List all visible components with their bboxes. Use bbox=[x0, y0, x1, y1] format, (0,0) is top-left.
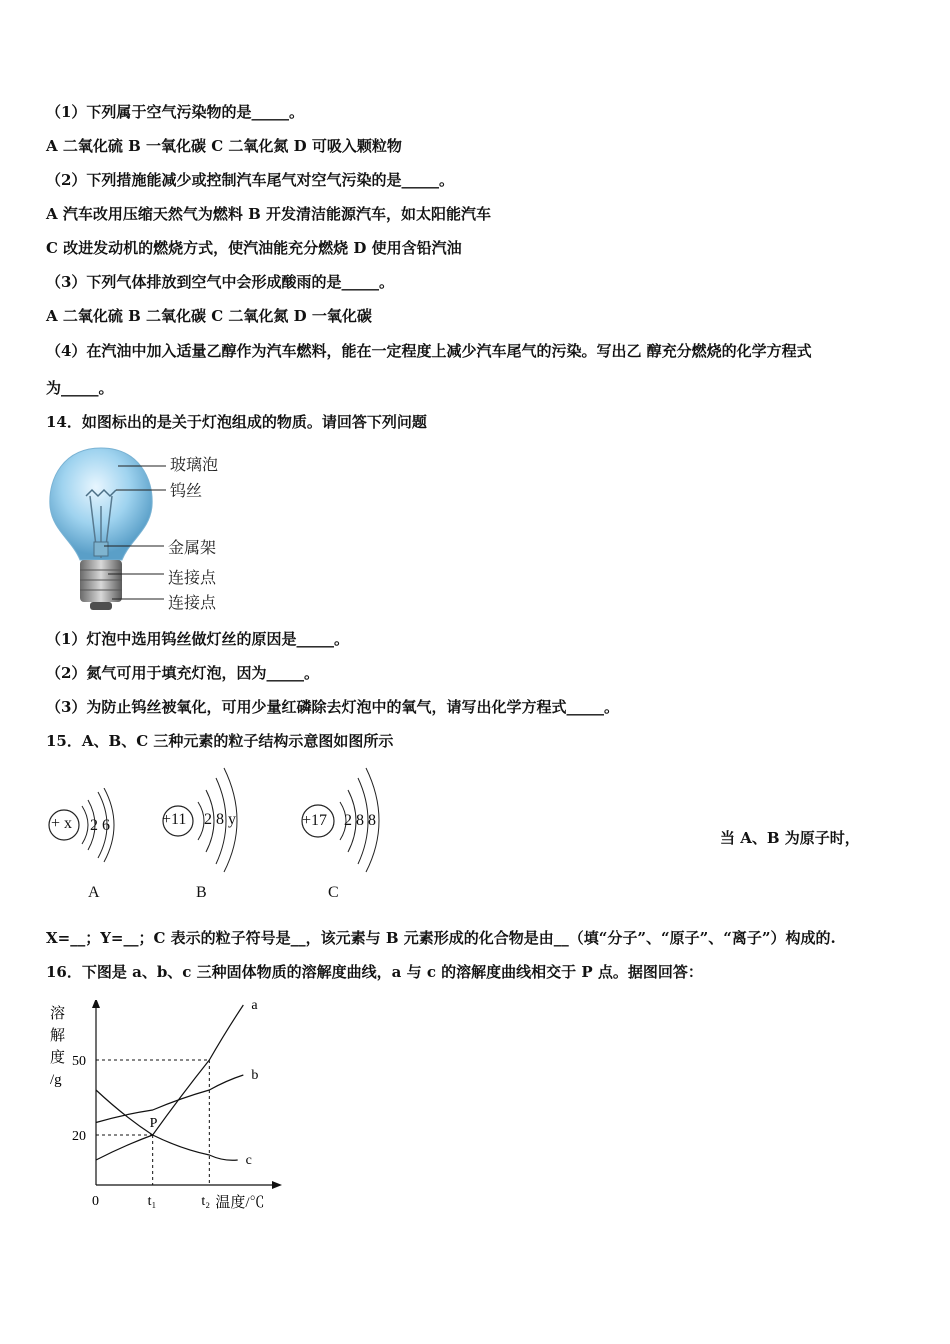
q15-question: X=__；Y=__；C 表示的粒子符号是__，该元素与 B 元素形成的化合物是由__（填“分子”、“原子”、“离子”）构成的. bbox=[46, 929, 836, 947]
atom-A-nucleus: + x bbox=[51, 815, 73, 832]
q16-title: 16．下图是 a、b、c 三种固体物质的溶解度曲线，a 与 c 的溶解度曲线相交于 P 点。据图回答： bbox=[46, 963, 703, 981]
atom-A-name: A bbox=[88, 884, 100, 901]
x-axis-label: 温度/℃ bbox=[215, 1195, 265, 1211]
bulb-base bbox=[80, 560, 122, 602]
y-axis-arrow bbox=[92, 1000, 100, 1008]
q14-part1: （1）灯泡中选用钨丝做灯丝的原因是_____。 bbox=[46, 630, 349, 648]
label-tungsten-wire: 钨丝 bbox=[170, 481, 203, 500]
x-axis-arrow bbox=[272, 1181, 282, 1189]
y-axis-label-char: 解 bbox=[50, 1028, 66, 1044]
q13-part2: （2）下列措施能减少或控制汽车尾气对空气污染的是_____。 bbox=[46, 171, 454, 189]
curve-b bbox=[96, 1075, 243, 1123]
y-tick-20: 20 bbox=[72, 1129, 86, 1144]
y-axis-label-char: 度 bbox=[50, 1050, 66, 1066]
q13-part1-options: A 二氧化硫 B 一氧化碳 C 二氧化氮 D 可吸入颗粒物 bbox=[46, 137, 402, 155]
atom-B-electrons: 2 8 y bbox=[204, 811, 236, 828]
q15-side-note: 当 A、B 为原子时， bbox=[720, 829, 860, 847]
q13-part4-line1: （4）在汽油中加入适量乙醇作为汽车燃料，能在一定程度上减少汽车尾气的污染。写出乙 醇充分燃烧的化学方程式 bbox=[46, 342, 812, 360]
label-connection-point-1: 连接点 bbox=[168, 568, 217, 587]
y-tick-50: 50 bbox=[72, 1054, 86, 1069]
curve-a bbox=[96, 1005, 243, 1160]
q13-part3-options: A 二氧化硫 B 二氧化碳 C 二氧化氮 D 一氧化碳 bbox=[46, 307, 372, 325]
point-P-label: P bbox=[149, 1116, 158, 1131]
curve-label-b: b bbox=[251, 1068, 259, 1083]
q13-part3: （3）下列气体排放到空气中会形成酸雨的是_____。 bbox=[46, 273, 394, 291]
q13-part4-line2: 为_____。 bbox=[46, 379, 114, 397]
label-glass-bulb: 玻璃泡 bbox=[170, 455, 219, 474]
curve-label-a: a bbox=[251, 1000, 258, 1013]
atom-C-nucleus: +17 bbox=[302, 812, 328, 829]
y-axis-label-char: /g bbox=[50, 1072, 62, 1088]
q14-part2: （2）氮气可用于填充灯泡，因为_____。 bbox=[46, 664, 319, 682]
atom-B-nucleus: +11 bbox=[162, 811, 187, 828]
q15-title: 15．A、B、C 三种元素的粒子结构示意图如图所示 bbox=[46, 732, 394, 750]
q14-title: 14．如图标出的是关于灯泡组成的物质。请回答下列问题 bbox=[46, 413, 427, 431]
x-tick-t2: t₂ bbox=[201, 1194, 211, 1209]
chart-axes bbox=[92, 1000, 282, 1189]
x-tick-t1: t₁ bbox=[147, 1194, 157, 1209]
label-metal-frame: 金属架 bbox=[168, 538, 217, 557]
curve-label-c: c bbox=[245, 1153, 252, 1168]
x-tick-0: 0 bbox=[92, 1194, 99, 1209]
y-axis-label-char: 溶 bbox=[50, 1006, 66, 1022]
atom-A-electrons: 2 6 bbox=[90, 817, 110, 834]
solubility-chart bbox=[46, 1000, 296, 1215]
light-bulb-figure bbox=[46, 446, 286, 616]
q14-part3: （3）为防止钨丝被氧化，可用少量红磷除去灯泡中的氧气，请写出化学方程式_____。 bbox=[46, 698, 619, 716]
q13-part2-options-a: A 汽车改用压缩天然气为燃料 B 开发清洁能源汽车，如太阳能汽车 bbox=[46, 205, 491, 223]
atom-C-name: C bbox=[328, 884, 339, 901]
chart-curves bbox=[96, 1005, 243, 1160]
chart-labels bbox=[50, 1000, 265, 1211]
atom-C-electrons: 2 8 8 bbox=[344, 812, 376, 829]
label-connection-point-2: 连接点 bbox=[168, 593, 217, 612]
q13-part2-options-b: C 改进发动机的燃烧方式，使汽油能充分燃烧 D 使用含铅汽油 bbox=[46, 239, 462, 257]
atom-B-name: B bbox=[196, 884, 207, 901]
q13-part1: （1）下列属于空气污染物的是_____。 bbox=[46, 103, 304, 121]
